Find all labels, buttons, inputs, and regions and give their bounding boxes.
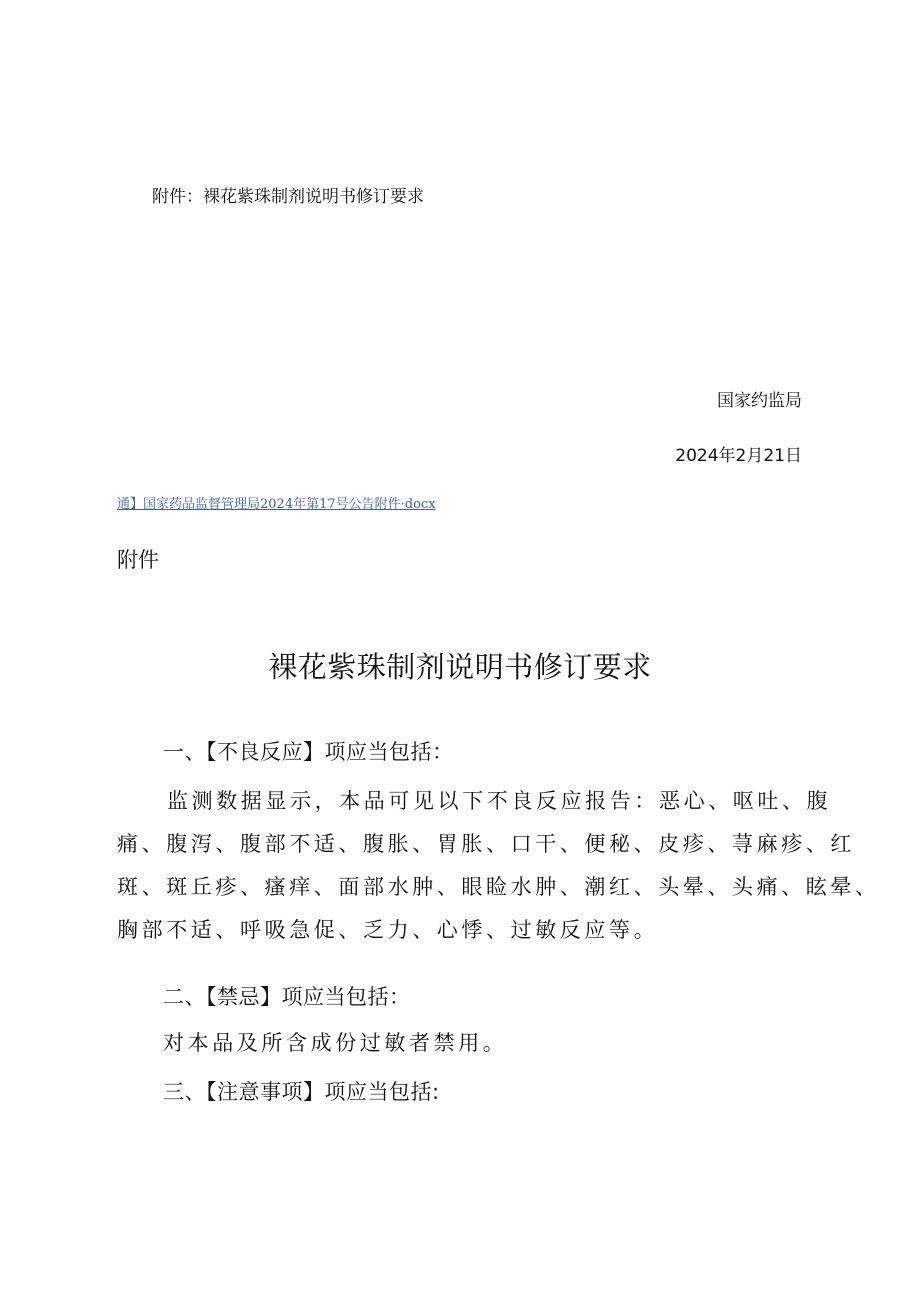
paragraph-line: 痛、腹泻、腹部不适、腹胀、胃胀、口干、便秘、皮疹、荨麻疹、红 <box>117 832 855 856</box>
section-heading-contraindications: 二、【禁忌】项应当包括： <box>163 985 411 1009</box>
section-heading-adverse-reactions: 一、【不良反应】项应当包括： <box>163 740 454 764</box>
contraindications-paragraph: 对本品及所含成份过敏者禁用。 <box>163 1031 508 1055</box>
paragraph-line: 监测数据显示，本品可见以下不良反应报告：恶心、呕吐、腹 <box>167 789 832 813</box>
paragraph-line: 胸部不适、呼吸急促、乏力、心悸、过敏反应等。 <box>117 918 659 942</box>
issue-date: 2024年2月21日 <box>675 446 802 466</box>
adverse-reactions-paragraph <box>117 780 880 952</box>
attachment-title-line: 附件：裸花紫珠制剂说明书修订要求 <box>152 187 424 207</box>
attachment-label: 附件 <box>117 548 159 572</box>
section-heading-precautions: 三、【注意事项】项应当包括: <box>163 1080 440 1104</box>
issuer-name: 国家约监局 <box>717 391 802 411</box>
attachment-file-link[interactable]: 通】国家药品监督管理局2024年第17号公告附件·docx <box>117 497 436 512</box>
paragraph-line: 斑、斑丘疹、瘙痒、面部水肿、眼睑水肿、潮红、头晕、头痛、眩晕、 <box>117 875 880 899</box>
document-title: 裸花紫珠制剂说明书修订要求 <box>268 650 652 684</box>
